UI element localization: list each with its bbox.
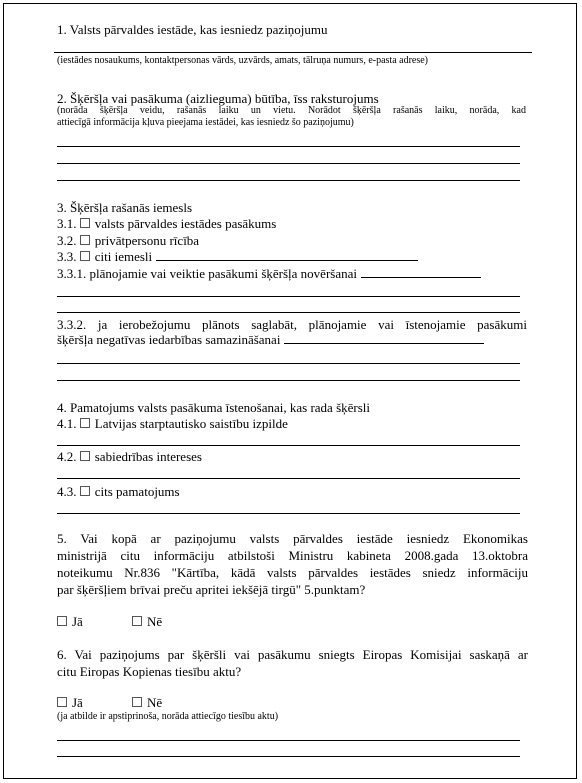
option-3-1-checkbox[interactable]	[80, 218, 90, 228]
question-3-3-2	[57, 317, 527, 347]
section-5-no	[132, 614, 162, 629]
section-6-line1: 6. Vai paziņojums par šķēršli vai pasākumu sniegts Eiropas Komisijai saskaņā ar	[57, 647, 528, 662]
section-5-line3: noteikumu Nr.836 "Kārtība, kādā valsts pārvaldes iestādes sniedz informāciju	[57, 565, 528, 580]
option-4-3	[57, 484, 180, 499]
question-3-3-2-line1: 3.3.2. ja ierobežojumu plānots saglabāt, plānojamie vai īstenojamie pasākumi	[57, 317, 527, 332]
section-6-no	[132, 695, 162, 710]
section-1-field[interactable]	[54, 52, 532, 53]
section-5-line4: par šķēršļiem brīvai preču apritei iekšējā tirgū" 5.punktam?	[57, 582, 366, 597]
option-4-1-field[interactable]	[57, 445, 520, 446]
option-4-2-field[interactable]	[57, 478, 520, 479]
option-3-2-number: 3.2.	[57, 233, 77, 248]
option-3-1-label: valsts pārvaldes iestādes pasākums	[94, 216, 277, 231]
section-5-yes-checkbox[interactable]	[57, 616, 67, 626]
option-4-3-field[interactable]	[57, 513, 520, 514]
option-4-3-label: cits pamatojums	[94, 484, 180, 499]
option-3-1-number: 3.1.	[57, 216, 77, 231]
section-6-line2: citu Eiropas Kopienas tiesību aktu?	[57, 664, 242, 679]
section-2-field-line[interactable]	[57, 180, 520, 181]
question-3-3-1-field-line[interactable]	[57, 312, 520, 313]
section-5-yes-label: Jā	[72, 614, 83, 629]
section-5-line2: ministrijā citu informāciju atbilstoši Ministru kabineta 2008.gada 13.oktobra	[57, 548, 528, 563]
section-6-note: (ja atbilde ir apstiprinoša, norāda attiecīgo tiesību aktu)	[57, 711, 279, 722]
option-4-2-number: 4.2.	[57, 449, 77, 464]
section-5-line1: 5. Vai kopā ar paziņojumu valsts pārvaldes iestāde iesniedz Ekonomikas	[57, 531, 528, 546]
option-3-3-checkbox[interactable]	[80, 251, 90, 261]
question-3-3-1-field[interactable]	[361, 266, 481, 278]
section-6-no-checkbox[interactable]	[132, 697, 142, 707]
question-3-3-1	[57, 266, 481, 281]
section-5-no-label: Nē	[147, 614, 163, 629]
option-4-3-checkbox[interactable]	[80, 486, 90, 496]
option-3-2-checkbox[interactable]	[80, 235, 90, 245]
question-3-3-1-field-line[interactable]	[57, 296, 520, 297]
section-2-field-line[interactable]	[57, 146, 520, 147]
question-3-3-2-field[interactable]	[284, 332, 484, 344]
option-4-1-checkbox[interactable]	[80, 418, 90, 428]
option-4-3-number: 4.3.	[57, 484, 77, 499]
option-4-1-label: Latvijas starptautisko saistību izpilde	[94, 416, 288, 431]
section-6-yes-label: Jā	[72, 695, 83, 710]
option-3-2-label: privātpersonu rīcība	[94, 233, 200, 248]
section-6-question	[57, 646, 528, 680]
section-2-field-line[interactable]	[57, 163, 520, 164]
section-6-field-line[interactable]	[57, 740, 520, 741]
section-5-yes	[57, 614, 83, 629]
section-2-note-line2: attiecīgā informācija kļuva pieejama iestādei, kas iesniedz šo paziņojumu)	[57, 117, 354, 128]
section-6-field-line[interactable]	[57, 756, 520, 757]
section-4-heading: 4. Pamatojums valsts pasākuma īstenošanai, kas rada šķērsli	[57, 400, 371, 415]
option-3-1	[57, 216, 276, 231]
section-1-heading: 1. Valsts pārvaldes iestāde, kas iesniedz paziņojumu	[57, 22, 328, 37]
option-3-3	[57, 249, 418, 264]
question-3-3-2-field-line[interactable]	[57, 380, 520, 381]
option-3-3-field[interactable]	[156, 249, 418, 261]
section-3-heading: 3. Šķēršļa rašanās iemesls	[57, 200, 193, 215]
option-3-3-label: citi iemesli	[94, 249, 153, 264]
section-2-note-line1: (norāda šķēršļa veidu, rašanās laiku un vietu. Norādot šķēršļa rašanās laiku, norāda, kad	[57, 105, 526, 116]
section-1-note: (iestādes nosaukums, kontaktpersonas vārds, uzvārds, amats, tālruņa numurs, e-pasta adrese)	[57, 55, 429, 66]
question-3-3-2-field-line[interactable]	[57, 363, 520, 364]
section-6-yes	[57, 695, 83, 710]
option-3-3-number: 3.3.	[57, 249, 77, 264]
option-4-2-checkbox[interactable]	[80, 451, 90, 461]
option-4-2	[57, 449, 202, 464]
section-5-no-checkbox[interactable]	[132, 616, 142, 626]
section-2-heading: 2. Šķēršļa vai pasākuma (aizlieguma) būtība, īss raksturojums	[57, 91, 379, 106]
question-3-3-2-line2: šķēršļa negatīvas iedarbības samazināšanai	[57, 332, 281, 347]
option-4-1-number: 4.1.	[57, 416, 77, 431]
option-3-2	[57, 233, 199, 248]
option-4-1	[57, 416, 288, 431]
section-2-note	[57, 105, 526, 129]
section-6-yes-checkbox[interactable]	[57, 697, 67, 707]
question-3-3-1-label: 3.3.1. plānojamie vai veiktie pasākumi šķēršļa novēršanai	[57, 266, 357, 281]
section-6-no-label: Nē	[147, 695, 163, 710]
option-4-2-label: sabiedrības intereses	[94, 449, 202, 464]
section-5-question	[57, 530, 528, 598]
